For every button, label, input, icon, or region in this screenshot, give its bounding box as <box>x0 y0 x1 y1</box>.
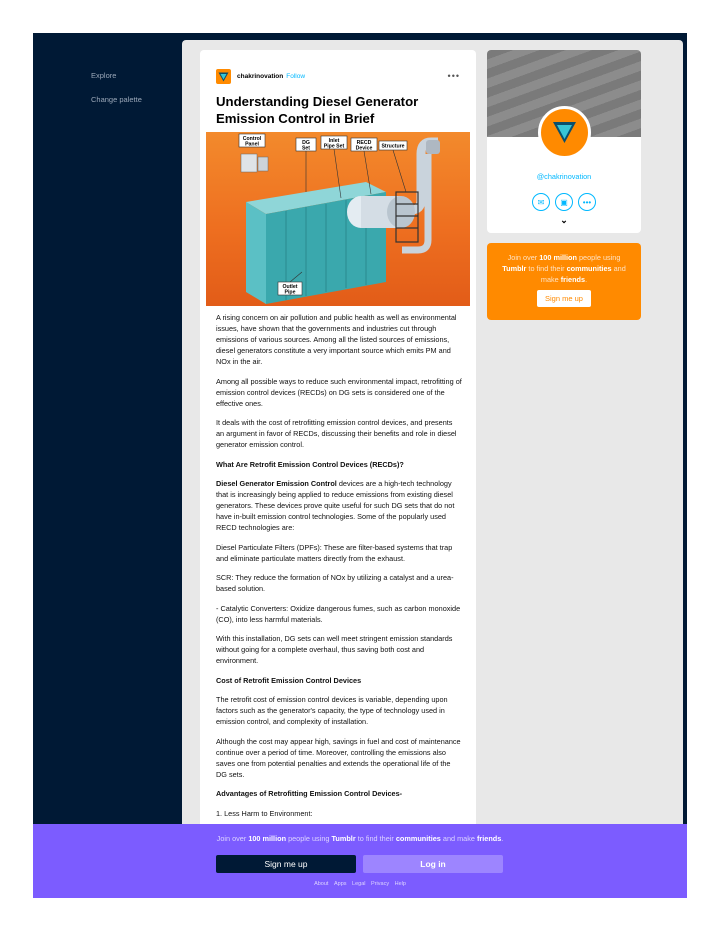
footer-link-help[interactable]: Help <box>394 881 406 887</box>
label-structure: Structure <box>381 143 405 150</box>
app-frame <box>33 33 687 898</box>
join-card <box>487 243 641 320</box>
section-heading: What Are Retrofit Emission Control Devices (RECDs)? <box>216 459 404 469</box>
post-body <box>216 312 462 827</box>
blog-logo-icon <box>552 120 577 145</box>
paragraph: - Catalytic Converters: Oxidize dangerous fumes, such as carbon monoxide (CO), into less harmful materials. <box>216 603 461 624</box>
label-outlet-2: Pipe <box>284 289 296 296</box>
footer-link-apps[interactable]: Apps <box>333 881 347 887</box>
label-inlet-2: Pipe Set <box>323 143 345 150</box>
nav-change-palette[interactable]: Change palette <box>91 95 142 104</box>
blog-avatar[interactable] <box>216 69 231 84</box>
paragraph: Diesel Generator Emission Control devices are a high-tech technology that is increasingly being applied to reduce emissions from existing diesel generators. These devices prove quite useful for such DG sets that do not have in-built emission control technologies. Some of the popularly used RECD technologies are: <box>216 479 455 532</box>
more-options-icon[interactable]: ••• <box>447 71 460 81</box>
blog-name[interactable]: chakrinovation <box>237 72 284 80</box>
paragraph: The retrofit cost of emission control devices is variable, depending upon factors such as the generator's capacity, the type of technology used in emission control, and complexity of installation. <box>216 695 448 726</box>
paragraph: A rising concern on air pollution and public health as well as environmental issues, have shown that the governments and industries cut through emissions of various sources. Among all the listed sources of emissions, diesel generators constitute a very important source which emits PM and NOx in the air. <box>216 313 457 366</box>
label-control-panel-2: Panel <box>245 141 259 148</box>
section-heading: Cost of Retrofit Emission Control Devices <box>216 675 362 685</box>
left-nav <box>91 71 142 119</box>
blog-handle[interactable]: @chakrinovation <box>536 172 592 181</box>
bold-link[interactable]: Diesel Generator Emission Control <box>216 479 337 488</box>
log-in-button[interactable]: Log in <box>363 855 503 873</box>
footer-link-about[interactable]: About <box>314 881 329 887</box>
label-outlet-1: Outlet <box>282 284 298 290</box>
post-title: Understanding Diesel Generator Emission Control in Brief <box>216 94 419 126</box>
blog-actions <box>487 193 641 211</box>
label-inlet-1: Inlet <box>328 138 340 144</box>
label-recd-2: Device <box>355 145 373 152</box>
label-recd-1: RECD <box>356 140 372 146</box>
label-control-panel-1: Control <box>242 136 262 142</box>
footer-links <box>33 881 687 887</box>
label-dg-1: DG <box>302 140 310 146</box>
message-icon[interactable]: ✉ <box>532 193 550 211</box>
generator-illustration <box>206 132 470 306</box>
banner-buttons <box>216 855 503 873</box>
blog-avatar-large[interactable] <box>538 106 591 159</box>
paragraph: 1. Less Harm to Environment: <box>216 808 313 818</box>
paragraph: SCR: They reduce the formation of NOx by utilizing a catalyst and a urea-based solution. <box>216 573 454 593</box>
footer-link-privacy[interactable]: Privacy <box>371 881 390 887</box>
paragraph: Among all possible ways to reduce such environmental impact, retrofitting of emission control devices (RECDs) on DG sets is considered one of the effective ones. <box>216 376 462 408</box>
follow-button[interactable]: Follow <box>286 72 306 80</box>
blog-sidebar-card <box>487 50 641 233</box>
post-header <box>216 67 460 85</box>
paragraph: With this installation, DG sets can well meet stringent emission standards without going for a complete overhaul, thus saving both cost and environment. <box>216 634 453 665</box>
paragraph: Diesel Particulate Filters (DPFs): These are filter-based systems that trap and eliminate particulate matters directly from the exhaust. <box>216 542 453 563</box>
chevron-down-icon[interactable]: ⌄ <box>560 215 568 225</box>
sign-me-up-button[interactable]: Sign me up <box>216 855 356 873</box>
post-image <box>206 132 470 306</box>
join-text: Join over 100 million people using Tumblr to find their communities and make friends. <box>502 253 626 284</box>
main-area <box>182 40 683 840</box>
paragraph: It deals with the cost of retrofitting emission control devices, and presents an argument in favor of RECDs, discussing their benefits and role in diesel generator emission control. <box>216 418 457 449</box>
paragraph: Although the cost may appear high, savings in fuel and cost of maintenance continue over a period of time. Moreover, controlling the emissions also saves one from potential penalties and extends the operational life of the DG sets. <box>216 736 461 779</box>
section-heading: Advantages of Retrofitting Emission Control Devices- <box>216 789 403 798</box>
footer-link-legal[interactable]: Legal <box>352 881 366 887</box>
nav-explore[interactable]: Explore <box>91 71 117 80</box>
banner-text: Join over 100 million people using Tumblr to find their communities and make friends. <box>216 834 504 843</box>
ask-icon[interactable]: ▣ <box>555 193 573 211</box>
label-dg-2: Set <box>301 145 311 152</box>
signup-banner <box>33 824 687 898</box>
sign-up-button[interactable]: Sign me up <box>537 290 591 307</box>
post-card <box>200 50 476 850</box>
more-icon[interactable]: ••• <box>578 193 596 211</box>
blog-logo-icon <box>218 72 229 82</box>
